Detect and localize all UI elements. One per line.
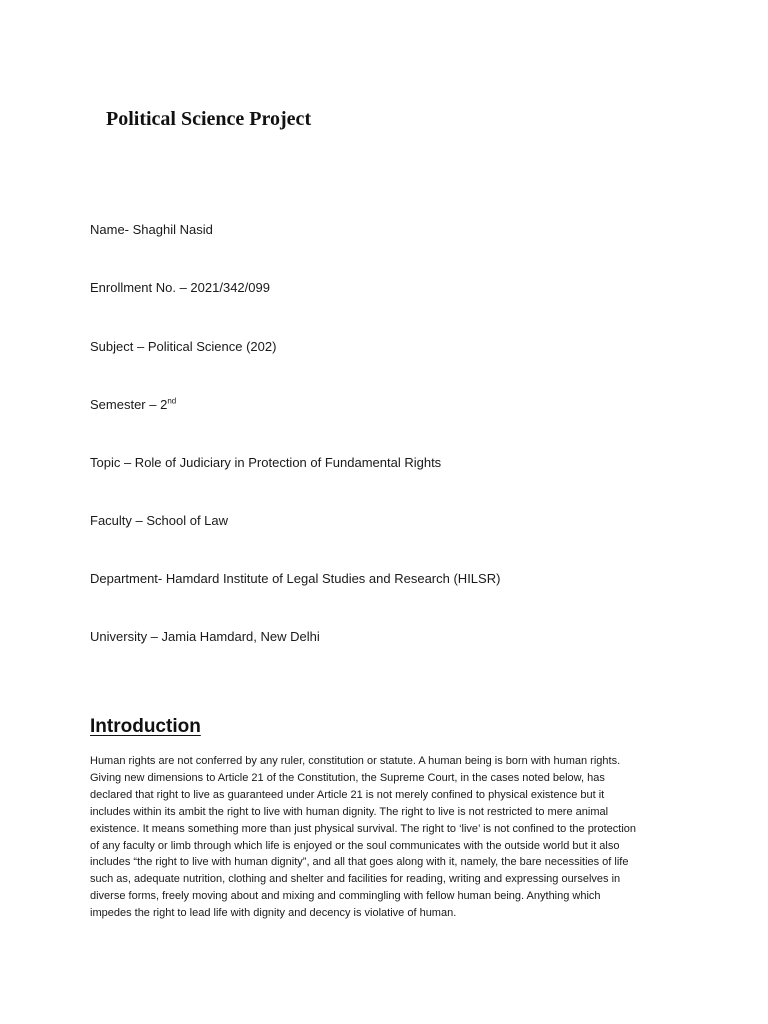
semester-text: Semester – 2	[90, 397, 168, 412]
department: Department- Hamdard Institute of Legal Studies and Research (HILSR)	[90, 571, 501, 586]
introduction-heading: Introduction	[90, 716, 201, 737]
paragraph-line: Human rights are not conferred by any ruler, constitution or statute. A human being is born with human rights.	[90, 755, 621, 767]
paragraph-line: Giving new dimensions to Article 21 of the Constitution, the Supreme Court, in the cases noted below, has	[90, 771, 605, 784]
faculty: Faculty – School of Law	[90, 513, 229, 528]
student-name: Name- Shaghil Nasid	[90, 222, 213, 237]
introduction-paragraph	[90, 753, 680, 922]
paragraph-line: impedes the right to lead life with dignity and decency is violative of human.	[90, 907, 457, 920]
semester	[90, 397, 176, 412]
paragraph-line: includes “the right to live with human dignity”, and all that goes along with it, namely, the bare necessities of life	[90, 856, 629, 869]
topic: Topic – Role of Judiciary in Protection of Fundamental Rights	[90, 455, 442, 470]
paragraph-line: of any faculty or limb through which life is enjoyed or the soul communicates with the outside world but it also	[90, 839, 620, 852]
paragraph-line: such as, adequate nutrition, clothing and shelter and facilities for reading, writing and expressing ourselves in	[90, 873, 621, 886]
paragraph-line: existence. It means something more than just physical survival. The right to ‘live’ is not confined to the protection	[90, 822, 636, 835]
subject: Subject – Political Science (202)	[90, 339, 277, 354]
paragraph-line: includes within its ambit the right to live with human dignity. The right to live is not restricted to mere animal	[90, 805, 609, 818]
enrollment-number: Enrollment No. – 2021/342/099	[90, 280, 270, 295]
university: University – Jamia Hamdard, New Delhi	[90, 629, 320, 644]
semester-suffix: nd	[167, 396, 177, 406]
paragraph-line: diverse forms, freely moving about and mixing and commingling with fellow human being. Anything which	[90, 890, 601, 903]
document-title: Political Science Project	[106, 108, 312, 130]
paragraph-line: declared that right to live as guaranteed under Article 21 is not merely confined to physical existence but it	[90, 788, 605, 801]
